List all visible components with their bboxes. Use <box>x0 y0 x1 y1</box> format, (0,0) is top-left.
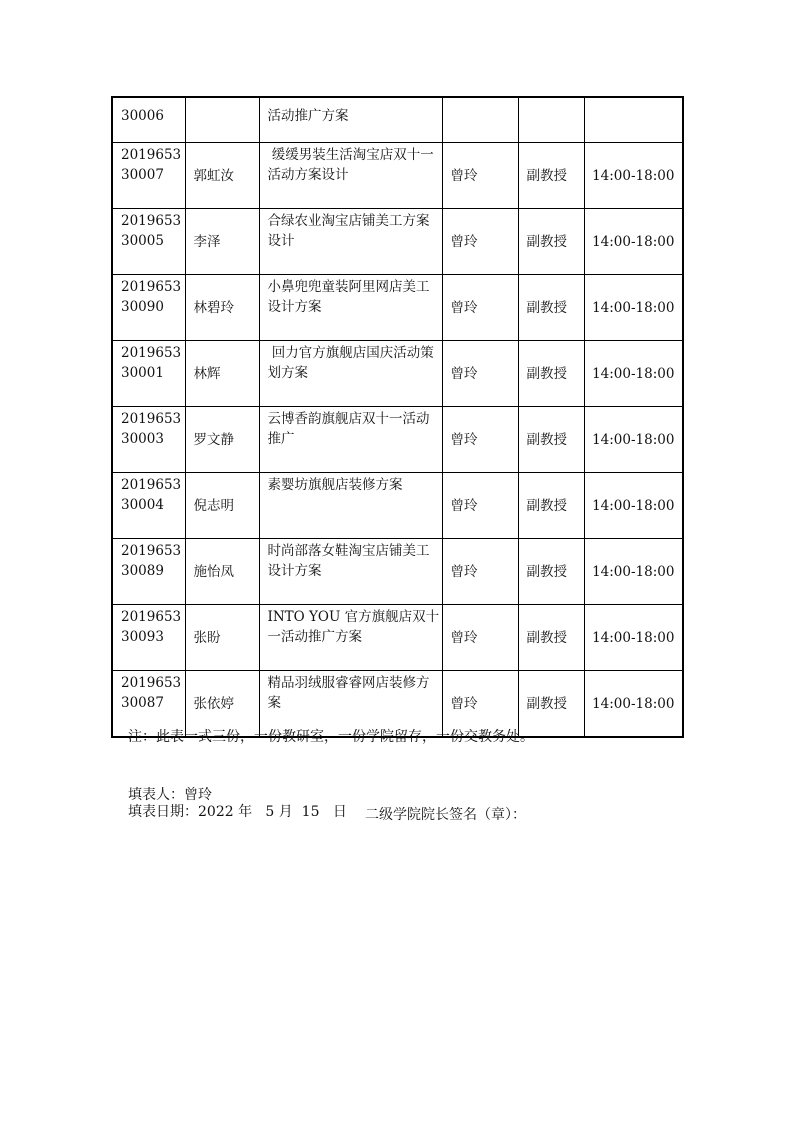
advisor-cell: 曾玲 <box>442 473 518 539</box>
student-name-cell: 施怡凤 <box>185 539 259 605</box>
advisor-cell: 曾玲 <box>442 341 518 407</box>
student-id-cell: 2019653 30090 <box>112 275 185 341</box>
defense-time-cell: 14:00-18:00 <box>584 539 683 605</box>
advisor-cell: 曾玲 <box>442 209 518 275</box>
advisor-title-cell: 副教授 <box>518 275 584 341</box>
student-id-cell: 2019653 30005 <box>112 209 185 275</box>
dean-signature-label: 二级学院院长签名（章）： <box>365 807 526 823</box>
advisor-cell: 曾玲 <box>442 143 518 209</box>
filler-label: 填表人：曾玲 <box>128 787 212 803</box>
table-row <box>112 275 683 341</box>
advisor-cell: 曾玲 <box>442 275 518 341</box>
advisor-title-cell <box>518 97 584 143</box>
student-id-cell: 2019653 30004 <box>112 473 185 539</box>
student-name-cell: 张盼 <box>185 605 259 671</box>
advisor-title-cell: 副教授 <box>518 143 584 209</box>
fill-date: 填表日期：2022 年 5 月 15 日 <box>128 804 347 820</box>
table-row <box>112 407 683 473</box>
table-body <box>112 97 683 737</box>
thesis-topic-cell: 合绿农业淘宝店铺美工方案设计 <box>259 209 442 275</box>
table-row <box>112 209 683 275</box>
thesis-topic-cell: 精品羽绒服睿睿网店装修方案 <box>259 671 442 738</box>
table-row <box>112 97 683 143</box>
thesis-topic-cell: 素婴坊旗舰店装修方案 <box>259 473 442 539</box>
advisor-title-cell: 副教授 <box>518 539 584 605</box>
defense-schedule-table <box>111 96 684 738</box>
thesis-topic-cell: 回力官方旗舰店国庆活动策划方案 <box>259 341 442 407</box>
defense-time-cell: 14:00-18:00 <box>584 473 683 539</box>
defense-time-cell: 14:00-18:00 <box>584 275 683 341</box>
student-id-cell: 2019653 30001 <box>112 341 185 407</box>
student-id-cell: 2019653 30003 <box>112 407 185 473</box>
advisor-cell: 曾玲 <box>442 407 518 473</box>
defense-time-cell: 14:00-18:00 <box>584 605 683 671</box>
thesis-topic-cell: 小鼻兜兜童装阿里网店美工设计方案 <box>259 275 442 341</box>
student-id-cell: 2019653 30093 <box>112 605 185 671</box>
student-name-cell: 罗文静 <box>185 407 259 473</box>
advisor-title-cell: 副教授 <box>518 671 584 738</box>
thesis-topic-cell: 时尚部落女鞋淘宝店铺美工设计方案 <box>259 539 442 605</box>
thesis-topic-cell: 活动推广方案 <box>259 97 442 143</box>
student-id-cell: 2019653 30089 <box>112 539 185 605</box>
table-row <box>112 143 683 209</box>
advisor-title-cell: 副教授 <box>518 473 584 539</box>
defense-time-cell: 14:00-18:00 <box>584 341 683 407</box>
thesis-topic-cell: INTO YOU 官方旗舰店双十一活动推广方案 <box>259 605 442 671</box>
student-name-cell <box>185 97 259 143</box>
table-row <box>112 605 683 671</box>
advisor-title-cell: 副教授 <box>518 407 584 473</box>
defense-time-cell: 14:00-18:00 <box>584 143 683 209</box>
advisor-cell <box>442 97 518 143</box>
advisor-cell: 曾玲 <box>442 605 518 671</box>
thesis-topic-cell: 云博香韵旗舰店双十一活动推广 <box>259 407 442 473</box>
student-name-cell: 倪志明 <box>185 473 259 539</box>
student-name-cell: 郭虹汝 <box>185 143 259 209</box>
student-id-cell: 2019653 30087 <box>112 671 185 738</box>
student-name-cell: 李泽 <box>185 209 259 275</box>
advisor-title-cell: 副教授 <box>518 209 584 275</box>
defense-time-cell <box>584 97 683 143</box>
advisor-title-cell: 副教授 <box>518 605 584 671</box>
distribution-note: 注：此表一式三份，一份教研室，一份学院留存，一份交教务处。 <box>128 729 534 745</box>
student-name-cell: 张依婷 <box>185 671 259 738</box>
thesis-topic-cell: 缓缓男装生活淘宝店双十一活动方案设计 <box>259 143 442 209</box>
advisor-title-cell: 副教授 <box>518 341 584 407</box>
advisor-cell: 曾玲 <box>442 539 518 605</box>
table-row <box>112 539 683 605</box>
table-row <box>112 473 683 539</box>
student-name-cell: 林碧玲 <box>185 275 259 341</box>
table-row <box>112 341 683 407</box>
defense-time-cell: 14:00-18:00 <box>584 209 683 275</box>
student-id-cell: 2019653 30007 <box>112 143 185 209</box>
student-id-cell: 30006 <box>112 97 185 143</box>
defense-time-cell: 14:00-18:00 <box>584 407 683 473</box>
student-name-cell: 林辉 <box>185 341 259 407</box>
defense-time-cell: 14:00-18:00 <box>584 671 683 738</box>
advisor-cell: 曾玲 <box>442 671 518 738</box>
